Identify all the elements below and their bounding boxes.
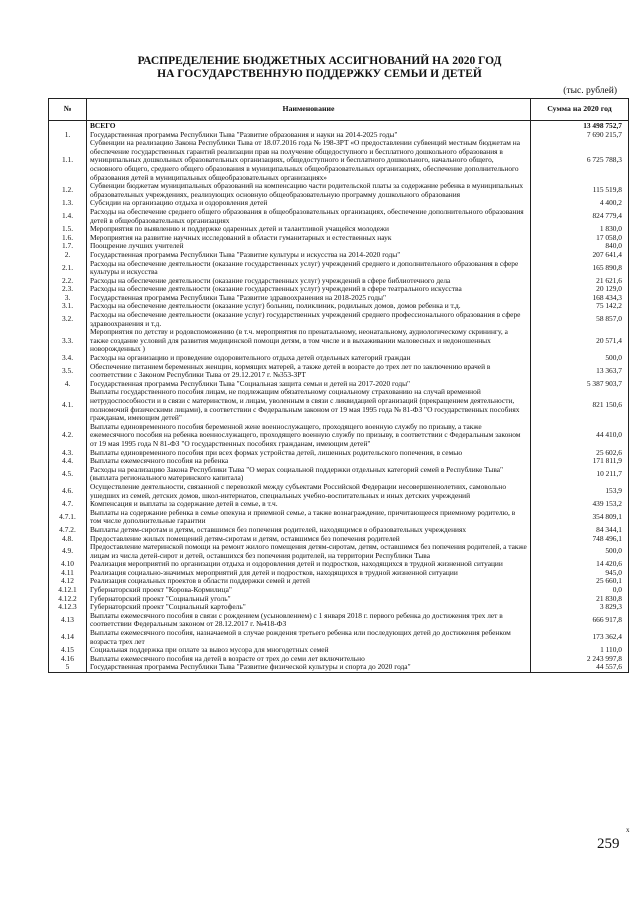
row-name: Расходы на организацию и проведение оздоровительного отдыха детей отдельных категорий граждан <box>87 354 531 363</box>
row-number: 1.7. <box>49 242 87 251</box>
row-name: Мероприятия на развитие научных исследований в области гуманитарных и естественных наук <box>87 234 531 243</box>
row-name: Мероприятия по выявлению и поддержке одаренных детей и талантливой учащейся молодежи <box>87 225 531 234</box>
row-name: Государственная программа Республики Тыва "Развитие физической культуры и спорта до 2020 года" <box>87 663 531 672</box>
units-label: (тыс. рублей) <box>563 86 617 96</box>
row-number: 4.15 <box>49 646 87 655</box>
row-sum: 115 519,8 <box>531 182 629 199</box>
row-name: Расходы на реализацию Закона Республики Тыва "О мерах социальной поддержки отдельных категорий семей в Республике Тыва" (выплата регионального материнского капитала) <box>87 466 531 483</box>
row-sum: 171 811,9 <box>531 457 629 466</box>
row-name: Расходы на обеспечение деятельности (оказание услуг) больниц, поликлиник, родильных домов, домов ребенка и т.д. <box>87 302 531 311</box>
page-number: 259 <box>597 836 620 852</box>
table-header-row <box>49 99 629 121</box>
budget-table <box>48 98 629 673</box>
row-name: Расходы на обеспечение деятельности (оказание государственных услуг) учреждений в сфере театрального искусства <box>87 285 531 294</box>
row-number: 1.5. <box>49 225 87 234</box>
row-sum: 5 387 903,7 <box>531 380 629 389</box>
row-number: 1.2. <box>49 182 87 199</box>
table-row <box>49 509 629 526</box>
row-sum: 500,0 <box>531 543 629 560</box>
table-row <box>49 182 629 199</box>
row-sum: 14 420,6 <box>531 560 629 569</box>
row-number: 3.3. <box>49 328 87 354</box>
row-name: Выплаты на содержание ребенка в семье опекуна и приемной семье, а также вознаграждение, причитающееся приемному родителю, в том числе дополнительные гарантии <box>87 509 531 526</box>
row-name: Выплаты детям-сиротам и детям, оставшимся без попечения родителей, находящимся в образовательных учреждениях <box>87 526 531 535</box>
row-name: Субсидии на организацию отдыха и оздоровления детей <box>87 199 531 208</box>
row-number: 4.1. <box>49 388 87 422</box>
table-row <box>49 423 629 449</box>
row-name: Выплаты ежемесячного пособия в связи с рождением (усыновлением) с 1 января 2018 г. первого ребенка до достижения трех лет в соответствии Федеральным законом от 28.12.2017 г. №418-ФЗ <box>87 612 531 629</box>
row-number: 1.1. <box>49 139 87 182</box>
row-name: Расходы на обеспечение деятельности (оказание услуг) государственных учреждений среднего профессионального образования в сфере здравоохранения и т.д. <box>87 311 531 328</box>
row-number: 4.12.3 <box>49 603 87 612</box>
row-name: Выплаты ежемесячного пособия на детей в возрасте от трех до семи лет включительно <box>87 655 531 664</box>
row-number: 2.3. <box>49 285 87 294</box>
row-sum: 207 641,4 <box>531 251 629 260</box>
header-name: Наименование <box>87 99 531 121</box>
row-sum: 500,0 <box>531 354 629 363</box>
row-number: 3.5. <box>49 363 87 380</box>
row-sum: 7 690 215,7 <box>531 131 629 140</box>
row-sum: 20 571,4 <box>531 328 629 354</box>
row-name: Выплаты единовременного пособия при всех формах устройства детей, лишенных родительского попечения, в семью <box>87 449 531 458</box>
row-sum: 2 243 997,8 <box>531 655 629 664</box>
row-sum: 44 557,6 <box>531 663 629 672</box>
row-name: Субвенции бюджетам муниципальных образований на компенсацию части родительской платы за содержание ребенка в муниципальных образовательных учреждениях, реализующих основную общеобразовательную программу дошкольного образования <box>87 182 531 199</box>
row-sum: 354 809,1 <box>531 509 629 526</box>
table-row <box>49 629 629 646</box>
table-row <box>49 543 629 560</box>
document-title-line-1: РАСПРЕДЕЛЕНИЕ БЮДЖЕТНЫХ АССИГНОВАНИЙ НА 2020 ГОД <box>137 55 502 67</box>
row-sum: 17 058,0 <box>531 234 629 243</box>
row-number: 2.1. <box>49 260 87 277</box>
table-row <box>49 363 629 380</box>
header-sum: Сумма на 2020 год <box>531 99 629 121</box>
row-sum: 25 660,1 <box>531 577 629 586</box>
header-number: № <box>49 99 87 121</box>
row-name: Предоставление материнской помощи на ремонт жилого помещения детям-сиротам, детям, оставшимся без попечения родителей, а также лицам из числа детей-сирот и детей, оставшихся без попечения родителей, на территории Республики Тыва <box>87 543 531 560</box>
row-number: 4.7.2. <box>49 526 87 535</box>
row-number: 3.2. <box>49 311 87 328</box>
table-row <box>49 663 629 672</box>
row-name: Государственная программа Республики Тыва "Развитие образования и науки на 2014-2025 годы" <box>87 131 531 140</box>
row-number: 4.14 <box>49 629 87 646</box>
corner-mark: x <box>626 826 630 834</box>
row-sum: 168 434,3 <box>531 294 629 303</box>
row-sum: 6 725 788,3 <box>531 139 629 182</box>
row-number: 4.5. <box>49 466 87 483</box>
row-name: Расходы на обеспечение деятельности (оказание государственных услуг) учреждений среднего и дополнительного образования в сфере культуры и искусства <box>87 260 531 277</box>
row-name: Предоставление жилых помещений детям-сиротам и детям, оставшимся без попечения родителей <box>87 535 531 544</box>
row-name: Социальная поддержка при оплате за вывоз мусора для многодетных семей <box>87 646 531 655</box>
row-number: 1.4. <box>49 208 87 225</box>
row-name: Поощрение лучших учителей <box>87 242 531 251</box>
row-sum: 20 129,0 <box>531 285 629 294</box>
row-sum: 3 829,3 <box>531 603 629 612</box>
row-sum: 84 344,1 <box>531 526 629 535</box>
row-name: Компенсация и выплаты за содержание детей в семье, в т.ч. <box>87 500 531 509</box>
row-name: Губернаторский проект "Социальный уголь" <box>87 595 531 604</box>
row-number: 4.12 <box>49 577 87 586</box>
row-sum: 75 142,2 <box>531 302 629 311</box>
row-number: 3.1. <box>49 302 87 311</box>
row-name: Реализация мероприятий по организации отдыха и оздоровления детей и подростков, находящихся в трудной жизненной ситуации <box>87 560 531 569</box>
table-row <box>49 139 629 182</box>
row-number: 4.3. <box>49 449 87 458</box>
row-name: Государственная программа Республики Тыва "Социальная защита семьи и детей на 2017-2020 годы" <box>87 380 531 389</box>
row-sum: 840,0 <box>531 242 629 251</box>
row-sum: 1 110,0 <box>531 646 629 655</box>
row-number: 1.6. <box>49 234 87 243</box>
row-number: 4.2. <box>49 423 87 449</box>
table-row <box>49 260 629 277</box>
row-number: 5 <box>49 663 87 672</box>
row-sum: 58 857,0 <box>531 311 629 328</box>
table-row <box>49 483 629 500</box>
row-number: 4.6. <box>49 483 87 500</box>
row-number: 4.16 <box>49 655 87 664</box>
row-name: Выплаты государственного пособия лицам, не подлежащим обязательному социальному страхованию на случай временной нетрудоспособности и в связи с материнством, и лицам, уволенным в связи с ликвидацией организаций (прекращением деятельности, полномочий физическими лицами), в соответствии с Федеральным законом от 19 мая 1995 года № 81-ФЗ "О государственных пособиях гражданам, имеющим детей" <box>87 388 531 422</box>
row-name: Мероприятия по детству и родовспоможению (в т.ч. мероприятия по пренатальному, неонатальному, аудиологическому скринингу, а также создание условий для развития медицинской помощи детям, в том числе и в выхаживании маловесных и недоношенных новорожденных ) <box>87 328 531 354</box>
row-number: 4.8. <box>49 535 87 544</box>
row-sum: 0,0 <box>531 586 629 595</box>
row-name: Субвенции на реализацию Закона Республики Тыва от 18.07.2016 года № 198-ЗРТ «О предоставлении субвенций местным бюджетам на обеспечение государственных гарантий реализации прав на получение общедоступного и бесплатного дошкольного образования в муниципальных дошкольных образовательных организациях, общедоступного и бесплатного дошкольного, начального общего, основного общего, среднего общего образования в муниципальных общеобразовательных организациях, обеспечение дополнительного образования детей в муниципальных общеобразовательных организациях» <box>87 139 531 182</box>
row-sum: 165 890,8 <box>531 260 629 277</box>
row-sum: 666 917,8 <box>531 612 629 629</box>
row-number: 2.2. <box>49 277 87 286</box>
row-sum: 439 153,2 <box>531 500 629 509</box>
row-sum: 748 496,1 <box>531 535 629 544</box>
row-name: Губернаторский проект "Корова-Кормилица" <box>87 586 531 595</box>
row-name: Государственная программа Республики Тыва "Развитие здравоохранения на 2018-2025 годы" <box>87 294 531 303</box>
row-number: 3.4. <box>49 354 87 363</box>
row-sum: 21 830,8 <box>531 595 629 604</box>
row-sum: 4 400,2 <box>531 199 629 208</box>
row-number: 4.4. <box>49 457 87 466</box>
row-name: Губернаторский проект "Социальный картофель" <box>87 603 531 612</box>
row-name: Реализация социальных проектов в области поддержки семей и детей <box>87 577 531 586</box>
total-sum: 13 498 752,7 <box>531 121 629 131</box>
row-number: 1.3. <box>49 199 87 208</box>
row-name: Расходы на обеспечение деятельности (оказание государственных услуг) учреждений в сфере библиотечного дела <box>87 277 531 286</box>
total-label: ВСЕГО <box>87 121 531 131</box>
row-name: Выплаты ежемесячного пособия, назначаемой в случае рождения третьего ребенка или последующих детей до достижения ребенком возраста трех лет <box>87 629 531 646</box>
row-name: Реализация социально-значимых мероприятий для детей и подростков, находящихся в трудной жизненной ситуации <box>87 569 531 578</box>
row-number: 4.12.2 <box>49 595 87 604</box>
row-number: 4.7. <box>49 500 87 509</box>
row-sum: 10 211,7 <box>531 466 629 483</box>
row-number: 2. <box>49 251 87 260</box>
table-row <box>49 328 629 354</box>
row-sum: 25 602,6 <box>531 449 629 458</box>
row-number: 4.12.1 <box>49 586 87 595</box>
row-number: 4.11 <box>49 569 87 578</box>
row-name: Обеспечение питанием беременных женщин, кормящих матерей, а также детей в возрасте до трех лет по заключению врачей в соответствии с Законом Республики Тыва от 29.12.2017 г. №353-ЗРТ <box>87 363 531 380</box>
row-sum: 824 779,4 <box>531 208 629 225</box>
table-row <box>49 208 629 225</box>
row-sum: 945,0 <box>531 569 629 578</box>
row-number: 4.9. <box>49 543 87 560</box>
table-row <box>49 388 629 422</box>
row-number: 4.10 <box>49 560 87 569</box>
row-sum: 1 830,0 <box>531 225 629 234</box>
row-number: 1. <box>49 131 87 140</box>
row-sum: 44 410,0 <box>531 423 629 449</box>
row-sum: 173 362,4 <box>531 629 629 646</box>
document-title-line-2: НА ГОСУДАРСТВЕННУЮ ПОДДЕРЖКУ СЕМЬИ И ДЕТЕЙ <box>157 68 482 80</box>
row-number: 3. <box>49 294 87 303</box>
table-body <box>49 121 629 673</box>
row-name: Государственная программа Республики Тыва "Развитие культуры и искусства на 2014-2020 годы" <box>87 251 531 260</box>
row-sum: 13 363,7 <box>531 363 629 380</box>
row-sum: 821 150,6 <box>531 388 629 422</box>
row-number: 4.7.1. <box>49 509 87 526</box>
row-name: Выплаты ежемесячного пособия на ребенка <box>87 457 531 466</box>
row-name: Расходы на обеспечение среднего общего образования в общеобразовательных организациях, обеспечение дополнительного образования детей в общеобразовательных организациях <box>87 208 531 225</box>
row-sum: 153,9 <box>531 483 629 500</box>
row-number: 4.13 <box>49 612 87 629</box>
table-row <box>49 612 629 629</box>
table-row <box>49 311 629 328</box>
row-name: Выплаты единовременного пособия беременной жене военнослужащего, проходящего военную службу по призыву, а также ежемесячного пособия на ребенка военнослужащего, проходящего военную службу по призыву, в соответствии с Федеральным законом от 19 мая 1995 года N 81-ФЗ "О государственных пособиях гражданам, имеющим детей" <box>87 423 531 449</box>
row-number: 4. <box>49 380 87 389</box>
row-sum: 21 621,6 <box>531 277 629 286</box>
row-name: Осуществление деятельности, связанной с перевозкой между субъектами Российской Федерации несовершеннолетних, самовольно ушедших из семей, детских домов, школ-интернатов, специальных учебно-воспитательных и иных детских учреждений <box>87 483 531 500</box>
table-row <box>49 466 629 483</box>
